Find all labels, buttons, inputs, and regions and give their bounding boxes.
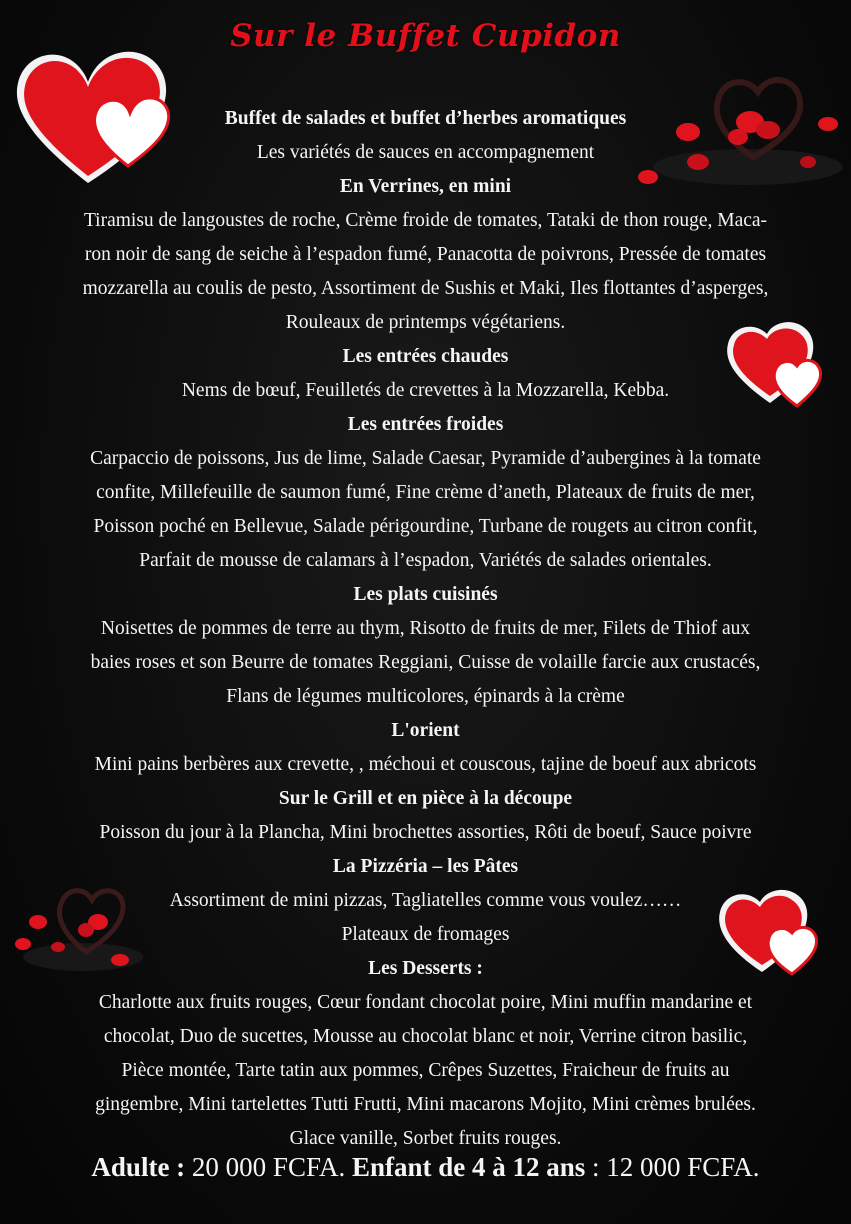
page-title: Sur le Buffet Cupidon xyxy=(230,18,621,54)
menu-item-text: Rouleaux de printemps végétariens. xyxy=(285,312,566,333)
menu-item-text: Nems de bœuf, Feuilletés de crevettes à la Mozzarella, Kebba. xyxy=(181,380,670,401)
menu-item-text: Poisson poché en Bellevue, Salade périgourdine, Turbane de rougets au citron confit, xyxy=(93,516,758,537)
menu-item-text: gingembre, Mini tartelettes Tutti Frutti, Mini macarons Mojito, Mini crèmes brulées. xyxy=(95,1094,756,1115)
menu-section-heading: Buffet de salades et buffet d’herbes aromatiques xyxy=(224,108,627,129)
menu-section-heading: Les entrées froides xyxy=(347,414,504,435)
menu-section-heading: Les Desserts : xyxy=(368,958,483,979)
menu-item-text: confite, Millefeuille de saumon fumé, Fine crème d’aneth, Plateaux de fruits de mer, xyxy=(96,482,755,503)
menu-item-text: Charlotte aux fruits rouges, Cœur fondant chocolat poire, Mini muffin mandarine et xyxy=(98,992,753,1013)
menu-section-heading: En Verrines, en mini xyxy=(339,176,512,197)
child-price-label: Enfant de 4 à 12 ans xyxy=(351,1152,586,1182)
menu-item-text: Plateaux de fromages xyxy=(341,924,510,945)
menu-section-heading: Sur le Grill et en pièce à la découpe xyxy=(278,788,573,809)
child-price-value: : 12 000 FCFA. xyxy=(585,1152,760,1182)
menu-section-heading: Les plats cuisinés xyxy=(353,584,498,605)
menu-item-text: Les variétés de sauces en accompagnement xyxy=(256,142,595,163)
menu-item-text: Tiramisu de langoustes de roche, Crème froide de tomates, Tataki de thon rouge, Maca- xyxy=(83,210,768,231)
menu-item-text: Assortiment de mini pizzas, Tagliatelles comme vous voulez…… xyxy=(169,890,682,911)
adult-price-label: Adulte : xyxy=(91,1152,186,1182)
menu-item-text: Carpaccio de poissons, Jus de lime, Salade Caesar, Pyramide d’aubergines à la tomate xyxy=(90,448,761,469)
menu-section-heading: La Pizzéria – les Pâtes xyxy=(332,856,519,877)
menu-item-text: Glace vanille, Sorbet fruits rouges. xyxy=(289,1128,562,1149)
price-line xyxy=(0,1152,851,1183)
menu-item-text: Parfait de mousse de calamars à l’espadon, Variétés de salades orientales. xyxy=(139,550,712,571)
menu-item-text: Mini pains berbères aux crevette, , méchoui et couscous, tajine de boeuf aux abricots xyxy=(94,754,757,775)
menu-item-text: Noisettes de pommes de terre au thym, Risotto de fruits de mer, Filets de Thiof aux xyxy=(100,618,751,639)
menu-item-text: Pièce montée, Tarte tatin aux pommes, Crêpes Suzettes, Fraicheur de fruits au xyxy=(121,1060,730,1081)
menu-item-text: baies roses et son Beurre de tomates Reggiani, Cuisse de volaille farcie aux crustacés, xyxy=(90,652,761,673)
menu-item-text: ron noir de sang de seiche à l’espadon fumé, Panacotta de poivrons, Pressée de tomates xyxy=(84,244,767,265)
menu-item-text: mozzarella au coulis de pesto, Assortiment de Sushis et Maki, Iles flottantes d’asperges, xyxy=(82,278,769,299)
menu-list xyxy=(20,102,831,1156)
menu-section-heading: Les entrées chaudes xyxy=(342,346,509,367)
menu-section-heading: L'orient xyxy=(391,720,460,741)
menu-item-text: Poisson du jour à la Plancha, Mini brochettes assorties, Rôti de boeuf, Sauce poivre xyxy=(99,822,752,843)
menu-item-text: Flans de légumes multicolores, épinards à la crème xyxy=(226,686,625,707)
menu-item-text: chocolat, Duo de sucettes, Mousse au chocolat blanc et noir, Verrine citron basilic, xyxy=(103,1026,748,1047)
adult-price-value: 20 000 FCFA. xyxy=(185,1152,352,1182)
